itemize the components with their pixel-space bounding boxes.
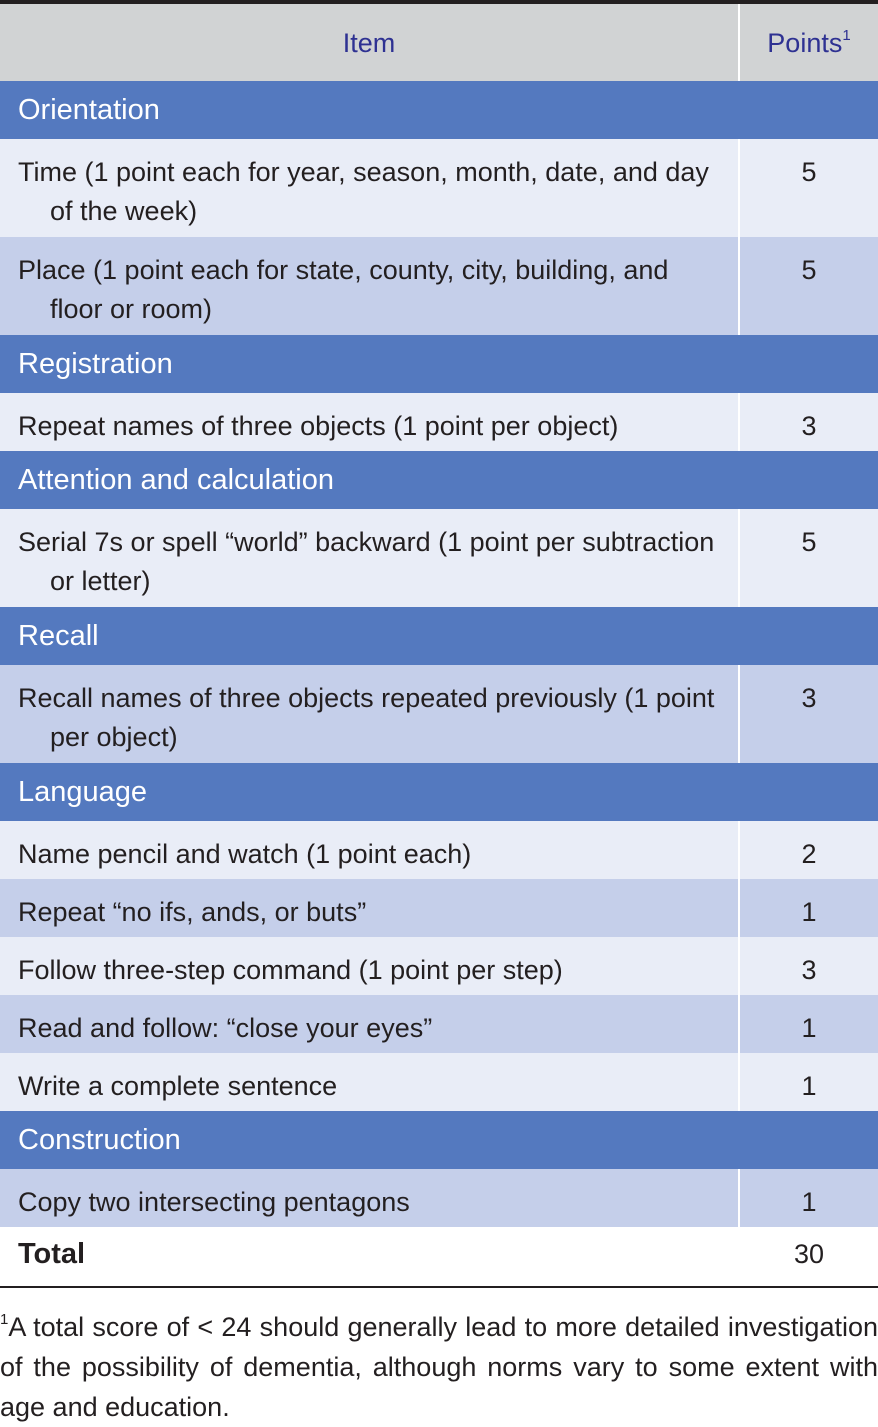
header-points-footnote-marker: 1 [842,27,851,44]
row-points: 5 [801,255,817,285]
row-item: Time (1 point each for year, season, month, date, and day of the week) [0,139,740,237]
row-points: 1 [801,1187,817,1217]
row-item: Place (1 point each for state, county, city, building, and floor or room) [0,237,740,335]
section-title: Attention and calculation [18,464,334,496]
mmse-table [0,4,878,1284]
section-title: Language [18,776,148,808]
section-attention [0,451,878,509]
table-row [0,393,878,451]
row-points: 3 [801,411,817,441]
section-title: Registration [18,348,173,380]
total-points: 30 [793,1239,825,1269]
section-title: Construction [18,1124,181,1156]
table-header [0,4,878,81]
section-title: Recall [18,620,99,652]
section-recall [0,607,878,665]
row-item: Follow three-step command (1 point per step) [0,937,740,995]
row-points: 1 [801,897,817,927]
total-label: Total [0,1227,740,1284]
table-row [0,665,878,763]
table-row [0,237,878,335]
row-item: Recall names of three objects repeated previously (1 point per object) [0,665,740,763]
row-item: Name pencil and watch (1 point each) [0,821,740,879]
section-registration [0,335,878,393]
row-item: Serial 7s or spell “world” backward (1 point per subtraction or letter) [0,509,740,607]
header-item: Item [0,4,740,81]
header-points-label: Points [767,28,843,58]
row-points: 2 [801,839,817,869]
total-row [0,1227,878,1284]
table-row [0,879,878,937]
row-item: Repeat “no ifs, ands, or buts” [0,879,740,937]
section-orientation [0,81,878,139]
bottom-rule [0,1286,878,1288]
header-points [740,4,878,81]
row-points: 3 [801,955,817,985]
footnote [0,1307,878,1427]
table-row [0,995,878,1053]
row-points: 1 [801,1071,817,1101]
row-points: 3 [801,683,817,713]
section-title: Orientation [18,94,160,126]
row-item: Copy two intersecting pentagons [0,1169,740,1227]
row-points: 1 [801,1013,817,1043]
table-row [0,821,878,879]
table-row [0,139,878,237]
footnote-text: A total score of < 24 should generally lead to more detailed investigation of the possibility of dementia, although norms vary to some extent with age and education. [0,1312,878,1422]
table-row [0,1053,878,1111]
section-construction [0,1111,878,1169]
row-item: Write a complete sentence [0,1053,740,1111]
table-row [0,1169,878,1227]
row-item: Repeat names of three objects (1 point per object) [0,393,740,451]
table-row [0,937,878,995]
table-row [0,509,878,607]
row-item: Read and follow: “close your eyes” [0,995,740,1053]
footnote-marker: 1 [0,1311,9,1328]
section-language [0,763,878,821]
row-points: 5 [801,157,817,187]
row-points: 5 [801,527,817,557]
